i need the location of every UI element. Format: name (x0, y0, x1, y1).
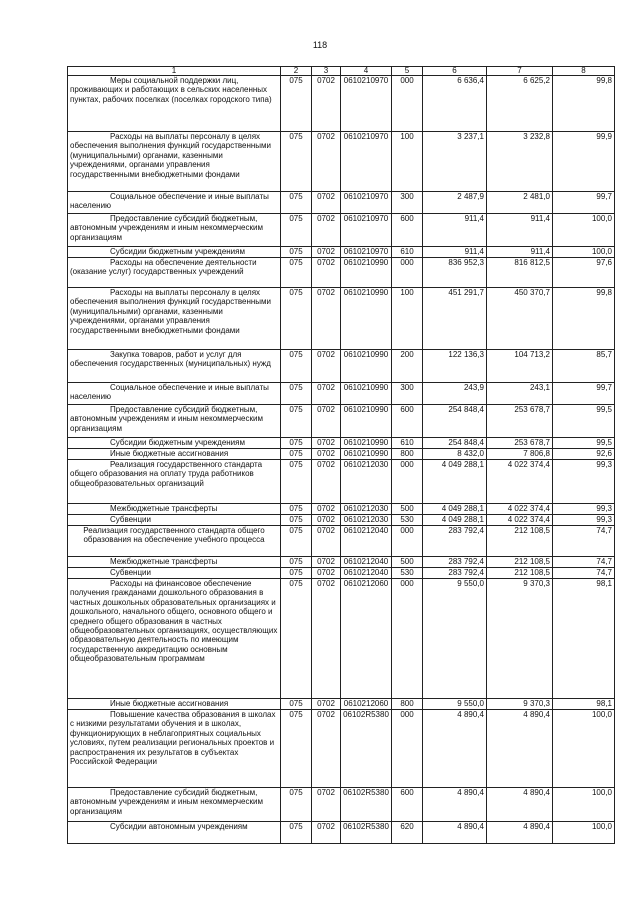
table-row (68, 699, 615, 710)
row-percent: 92,6 (553, 449, 615, 460)
row-percent: 97,6 (553, 258, 615, 288)
row-ministry-code: 075 (281, 383, 312, 405)
row-percent: 99,7 (553, 383, 615, 405)
budget-table-body (68, 76, 615, 844)
row-actual-amount: 4 022 374,4 (487, 460, 553, 504)
row-name: Предоставление субсидий бюджетным, автономным учреждениям и иным некоммерческим организациям (68, 214, 281, 247)
row-section-code: 0702 (312, 579, 341, 699)
row-plan-amount: 4 890,4 (423, 822, 487, 844)
row-plan-amount: 254 848,4 (423, 438, 487, 449)
row-actual-amount: 4 890,4 (487, 710, 553, 788)
row-target-article: 0610210970 (341, 214, 392, 247)
row-section-code: 0702 (312, 460, 341, 504)
row-name: Реализация государственного стандарта общего образования на обеспечение учебного процесса (68, 526, 281, 557)
row-target-article: 0610210970 (341, 132, 392, 192)
row-name: Расходы на обеспечение деятельности (оказание услуг) государственных учреждений (68, 258, 281, 288)
row-ministry-code: 075 (281, 132, 312, 192)
row-percent: 99,3 (553, 515, 615, 526)
header-cell: 4 (341, 67, 392, 76)
table-row (68, 449, 615, 460)
row-target-article: 0610212060 (341, 699, 392, 710)
row-actual-amount: 6 625,2 (487, 76, 553, 132)
table-row (68, 350, 615, 383)
header-cell: 6 (423, 67, 487, 76)
row-expense-type: 530 (392, 568, 423, 579)
row-expense-type: 000 (392, 460, 423, 504)
row-section-code: 0702 (312, 515, 341, 526)
row-target-article: 0610210970 (341, 192, 392, 214)
row-ministry-code: 075 (281, 405, 312, 438)
row-ministry-code: 075 (281, 822, 312, 844)
row-percent: 100,0 (553, 247, 615, 258)
row-target-article: 0610212060 (341, 579, 392, 699)
page-number: 118 (312, 40, 328, 50)
row-actual-amount: 9 370,3 (487, 579, 553, 699)
row-ministry-code: 075 (281, 699, 312, 710)
row-expense-type: 500 (392, 504, 423, 515)
row-target-article: 0610210990 (341, 288, 392, 350)
row-expense-type: 600 (392, 788, 423, 822)
row-actual-amount: 212 108,5 (487, 568, 553, 579)
row-actual-amount: 4 022 374,4 (487, 515, 553, 526)
row-target-article: 0610210990 (341, 405, 392, 438)
row-name: Субсидии бюджетным учреждениям (68, 438, 281, 449)
row-plan-amount: 3 237,1 (423, 132, 487, 192)
row-plan-amount: 283 792,4 (423, 568, 487, 579)
table-row (68, 214, 615, 247)
row-percent: 99,7 (553, 192, 615, 214)
row-actual-amount: 3 232,8 (487, 132, 553, 192)
row-plan-amount: 4 049 288,1 (423, 515, 487, 526)
row-plan-amount: 9 550,0 (423, 699, 487, 710)
row-ministry-code: 075 (281, 449, 312, 460)
row-plan-amount: 4 049 288,1 (423, 460, 487, 504)
row-section-code: 0702 (312, 247, 341, 258)
row-section-code: 0702 (312, 132, 341, 192)
row-expense-type: 200 (392, 350, 423, 383)
row-plan-amount: 4 049 288,1 (423, 504, 487, 515)
header-row (68, 67, 615, 76)
row-section-code: 0702 (312, 76, 341, 132)
row-target-article: 0610212040 (341, 526, 392, 557)
row-target-article: 0610212040 (341, 568, 392, 579)
row-target-article: 0610212030 (341, 504, 392, 515)
row-section-code: 0702 (312, 822, 341, 844)
row-section-code: 0702 (312, 449, 341, 460)
header-cell: 3 (312, 67, 341, 76)
row-name: Субсидии бюджетным учреждениям (68, 247, 281, 258)
row-percent: 85,7 (553, 350, 615, 383)
row-section-code: 0702 (312, 526, 341, 557)
row-actual-amount: 9 370,3 (487, 699, 553, 710)
row-plan-amount: 283 792,4 (423, 557, 487, 568)
row-ministry-code: 075 (281, 557, 312, 568)
row-ministry-code: 075 (281, 214, 312, 247)
table-row (68, 568, 615, 579)
row-actual-amount: 816 812,5 (487, 258, 553, 288)
row-section-code: 0702 (312, 504, 341, 515)
row-section-code: 0702 (312, 405, 341, 438)
row-expense-type: 000 (392, 76, 423, 132)
row-section-code: 0702 (312, 710, 341, 788)
row-actual-amount: 911,4 (487, 214, 553, 247)
row-expense-type: 800 (392, 699, 423, 710)
table-row (68, 788, 615, 822)
row-target-article: 0610210990 (341, 449, 392, 460)
table-row (68, 557, 615, 568)
row-name: Закупка товаров, работ и услуг для обеспечения государственных (муниципальных) нужд (68, 350, 281, 383)
row-name: Меры социальной поддержки лиц, проживающих и работающих в сельских населенных пунктах, рабочих поселках (поселках городского типа) (68, 76, 281, 132)
row-ministry-code: 075 (281, 579, 312, 699)
row-actual-amount: 7 806,8 (487, 449, 553, 460)
row-target-article: 06102R5380 (341, 788, 392, 822)
row-plan-amount: 836 952,3 (423, 258, 487, 288)
row-actual-amount: 212 108,5 (487, 526, 553, 557)
row-target-article: 0610210990 (341, 350, 392, 383)
table-row (68, 515, 615, 526)
table-row (68, 822, 615, 844)
row-actual-amount: 212 108,5 (487, 557, 553, 568)
row-name: Расходы на финансовое обеспечение получения гражданами дошкольного образования в частных дошкольных образовательных организациях и дошкольного, начального общего, основного общего и среднего общего образования в частных общеобразовательных организациях, осуществляющих образовательную деятельность по имеющим государственную аккредитацию основным общеобразовательным программам (68, 579, 281, 699)
row-target-article: 0610212030 (341, 460, 392, 504)
row-actual-amount: 4 890,4 (487, 822, 553, 844)
budget-table (67, 66, 615, 844)
row-plan-amount: 254 848,4 (423, 405, 487, 438)
row-plan-amount: 8 432,0 (423, 449, 487, 460)
row-ministry-code: 075 (281, 568, 312, 579)
row-expense-type: 000 (392, 710, 423, 788)
row-target-article: 0610210970 (341, 76, 392, 132)
row-name: Субсидии автономным учреждениям (68, 822, 281, 844)
row-ministry-code: 075 (281, 247, 312, 258)
row-name: Реализация государственного стандарта общего образования на оплату труда работников общеобразовательных организаций (68, 460, 281, 504)
row-plan-amount: 451 291,7 (423, 288, 487, 350)
row-plan-amount: 911,4 (423, 247, 487, 258)
table-row (68, 192, 615, 214)
row-percent: 74,7 (553, 568, 615, 579)
row-percent: 99,9 (553, 132, 615, 192)
row-expense-type: 500 (392, 557, 423, 568)
row-expense-type: 100 (392, 288, 423, 350)
row-name: Социальное обеспечение и иные выплаты населению (68, 192, 281, 214)
header-cell: 7 (487, 67, 553, 76)
row-expense-type: 300 (392, 383, 423, 405)
row-ministry-code: 075 (281, 526, 312, 557)
row-plan-amount: 283 792,4 (423, 526, 487, 557)
row-actual-amount: 2 481,0 (487, 192, 553, 214)
row-section-code: 0702 (312, 192, 341, 214)
row-actual-amount: 4 890,4 (487, 788, 553, 822)
table-row (68, 504, 615, 515)
row-expense-type: 610 (392, 438, 423, 449)
row-percent: 99,3 (553, 460, 615, 504)
row-percent: 99,8 (553, 76, 615, 132)
row-target-article: 06102R5380 (341, 822, 392, 844)
row-actual-amount: 911,4 (487, 247, 553, 258)
row-percent: 99,5 (553, 438, 615, 449)
row-plan-amount: 9 550,0 (423, 579, 487, 699)
row-expense-type: 600 (392, 405, 423, 438)
row-ministry-code: 075 (281, 504, 312, 515)
row-ministry-code: 075 (281, 710, 312, 788)
table-row (68, 247, 615, 258)
row-section-code: 0702 (312, 699, 341, 710)
table-row (68, 438, 615, 449)
row-ministry-code: 075 (281, 438, 312, 449)
table-row (68, 383, 615, 405)
row-actual-amount: 243,1 (487, 383, 553, 405)
row-percent: 100,0 (553, 214, 615, 247)
row-name: Субвенции (68, 568, 281, 579)
row-plan-amount: 2 487,9 (423, 192, 487, 214)
row-section-code: 0702 (312, 350, 341, 383)
row-plan-amount: 6 636,4 (423, 76, 487, 132)
row-target-article: 0610210970 (341, 247, 392, 258)
row-name: Иные бюджетные ассигнования (68, 699, 281, 710)
row-target-article: 0610210990 (341, 438, 392, 449)
row-actual-amount: 253 678,7 (487, 438, 553, 449)
row-ministry-code: 075 (281, 788, 312, 822)
header-cell: 5 (392, 67, 423, 76)
row-section-code: 0702 (312, 438, 341, 449)
row-name: Субвенции (68, 515, 281, 526)
row-name: Социальное обеспечение и иные выплаты населению (68, 383, 281, 405)
table-row (68, 258, 615, 288)
header-cell: 2 (281, 67, 312, 76)
row-percent: 100,0 (553, 788, 615, 822)
row-target-article: 06102R5380 (341, 710, 392, 788)
row-plan-amount: 122 136,3 (423, 350, 487, 383)
row-target-article: 0610210990 (341, 383, 392, 405)
row-percent: 98,1 (553, 699, 615, 710)
row-actual-amount: 104 713,2 (487, 350, 553, 383)
header-cell: 1 (68, 67, 281, 76)
row-percent: 100,0 (553, 822, 615, 844)
row-percent: 74,7 (553, 526, 615, 557)
row-target-article: 0610212030 (341, 515, 392, 526)
row-percent: 100,0 (553, 710, 615, 788)
row-expense-type: 620 (392, 822, 423, 844)
table-row (68, 710, 615, 788)
row-ministry-code: 075 (281, 192, 312, 214)
row-ministry-code: 075 (281, 350, 312, 383)
table-row (68, 288, 615, 350)
table-row (68, 579, 615, 699)
row-expense-type: 300 (392, 192, 423, 214)
row-name: Иные бюджетные ассигнования (68, 449, 281, 460)
row-expense-type: 600 (392, 214, 423, 247)
row-name: Расходы на выплаты персоналу в целях обеспечения выполнения функций государственными (муниципальными) органами, казенными учреждениями, органами управления государственными внебюджетными фондами (68, 288, 281, 350)
row-name: Повышение качества образования в школах с низкими результатами обучения и в школах, функционирующих в неблагоприятных социальных условиях, путем реализации региональных проектов и распространения их результатов в субъектах Российской Федерации (68, 710, 281, 788)
row-plan-amount: 4 890,4 (423, 788, 487, 822)
table-row (68, 76, 615, 132)
row-section-code: 0702 (312, 568, 341, 579)
row-expense-type: 800 (392, 449, 423, 460)
row-actual-amount: 4 022 374,4 (487, 504, 553, 515)
row-plan-amount: 911,4 (423, 214, 487, 247)
row-plan-amount: 4 890,4 (423, 710, 487, 788)
row-percent: 98,1 (553, 579, 615, 699)
row-section-code: 0702 (312, 288, 341, 350)
row-actual-amount: 253 678,7 (487, 405, 553, 438)
row-section-code: 0702 (312, 557, 341, 568)
table-row (68, 460, 615, 504)
table-row (68, 132, 615, 192)
row-section-code: 0702 (312, 214, 341, 247)
row-ministry-code: 075 (281, 258, 312, 288)
row-ministry-code: 075 (281, 288, 312, 350)
row-expense-type: 530 (392, 515, 423, 526)
row-expense-type: 000 (392, 258, 423, 288)
row-expense-type: 100 (392, 132, 423, 192)
row-name: Предоставление субсидий бюджетным, автономным учреждениям и иным некоммерческим организациям (68, 405, 281, 438)
row-expense-type: 000 (392, 526, 423, 557)
row-name: Межбюджетные трансферты (68, 557, 281, 568)
row-ministry-code: 075 (281, 460, 312, 504)
row-percent: 99,3 (553, 504, 615, 515)
row-percent: 99,5 (553, 405, 615, 438)
row-percent: 74,7 (553, 557, 615, 568)
row-expense-type: 610 (392, 247, 423, 258)
row-name: Предоставление субсидий бюджетным, автономным учреждениям и иным некоммерческим организациям (68, 788, 281, 822)
row-percent: 99,8 (553, 288, 615, 350)
row-target-article: 0610212040 (341, 557, 392, 568)
header-cell: 8 (553, 67, 615, 76)
row-expense-type: 000 (392, 579, 423, 699)
row-plan-amount: 243,9 (423, 383, 487, 405)
table-row (68, 405, 615, 438)
row-target-article: 0610210990 (341, 258, 392, 288)
row-name: Межбюджетные трансферты (68, 504, 281, 515)
row-section-code: 0702 (312, 258, 341, 288)
table-row (68, 526, 615, 557)
row-ministry-code: 075 (281, 515, 312, 526)
row-ministry-code: 075 (281, 76, 312, 132)
row-section-code: 0702 (312, 383, 341, 405)
row-actual-amount: 450 370,7 (487, 288, 553, 350)
row-name: Расходы на выплаты персоналу в целях обеспечения выполнения функций государственными (муниципальными) органами, казенными учреждениями, органами управления государственными внебюджетными фондами (68, 132, 281, 192)
row-section-code: 0702 (312, 788, 341, 822)
